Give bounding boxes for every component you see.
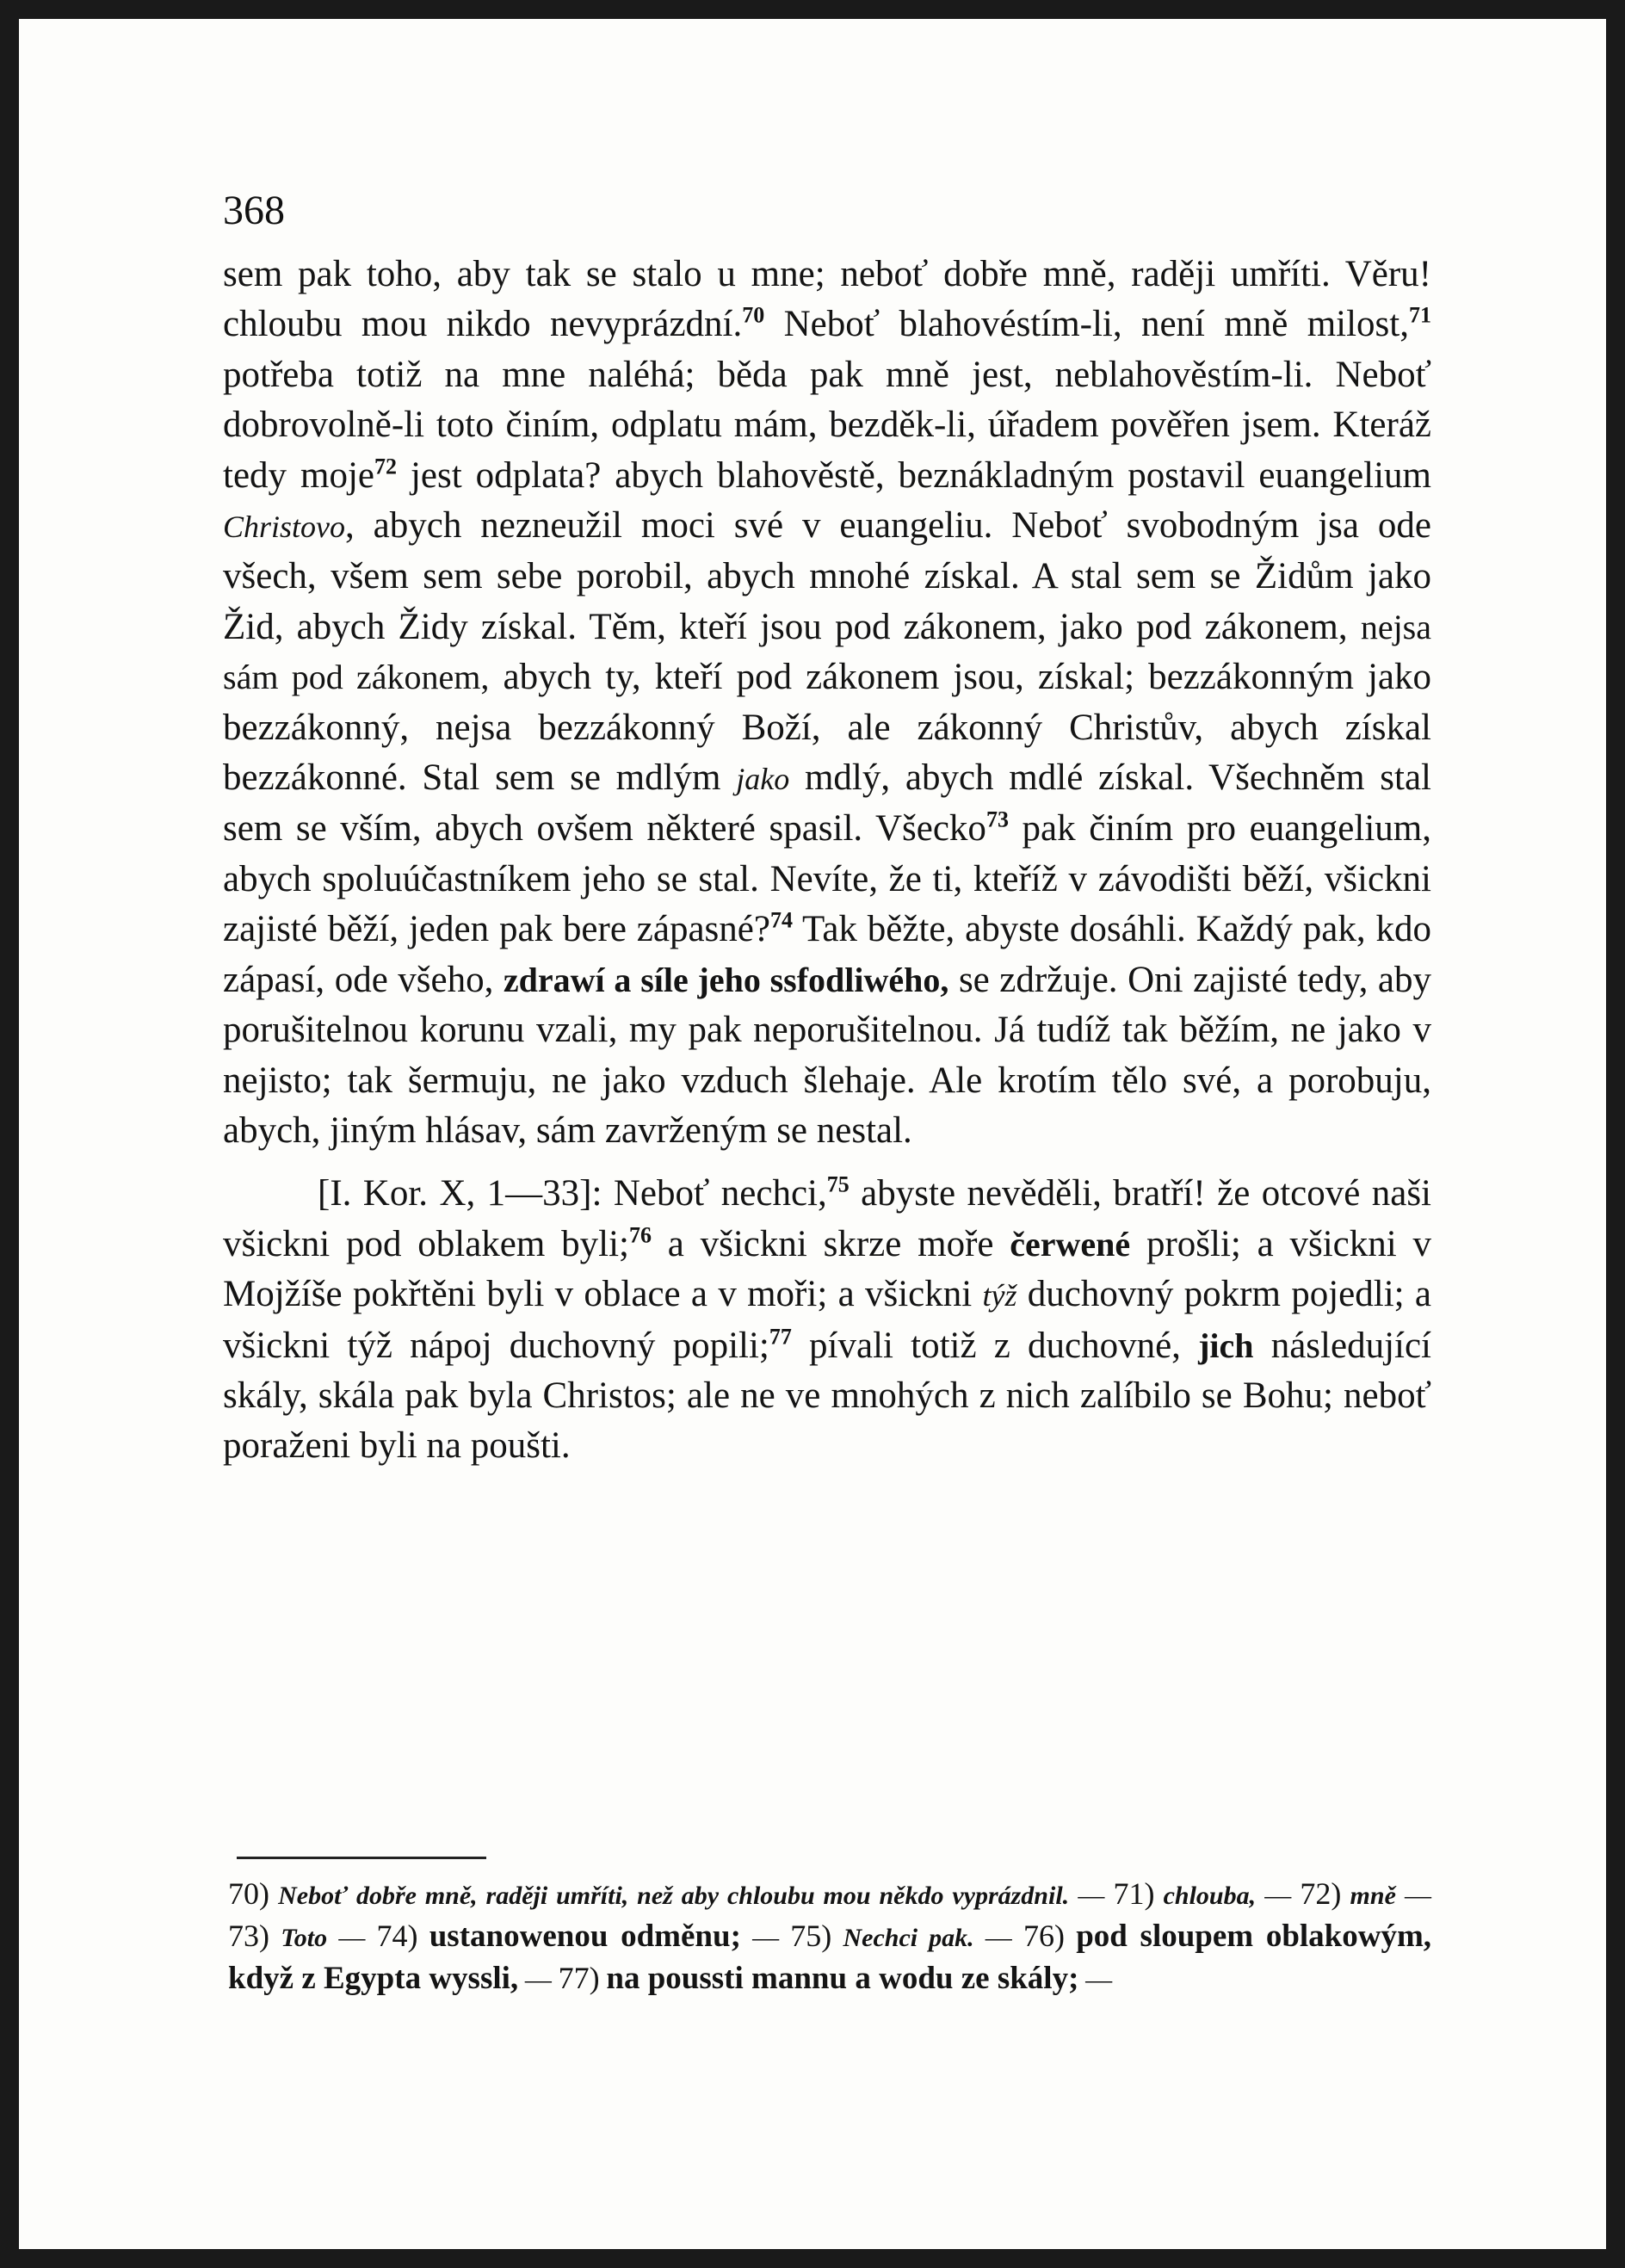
footnote-ref-76[interactable]: 76 (628, 1222, 652, 1248)
footnote-77: na poussti mannu a wodu ze skály; (606, 1961, 1079, 1996)
footnote-ref-75[interactable]: 75 (826, 1171, 850, 1197)
footnote-75-number: 75) (790, 1919, 832, 1953)
footnote-74-number: 74) (376, 1919, 418, 1953)
footnote-72-number: 72) (1300, 1876, 1342, 1911)
blackletter-cerwene: čerwené (1010, 1224, 1131, 1264)
italic-tyz: týž (982, 1278, 1017, 1313)
footnotes: 70) Neboť dobře mně, raději umříti, než aby chloubu mou někdo vyprázdnil. — 71) chlouba, — 72) mně — 73) Toto — 74) ustanowenou odměnu; — 75) Nechci pak. — 76) pod sloupem oblakowým, když z Egypta wyssli, — 77) na poussti mannu a wodu ze skály; — (228, 1876, 1432, 1996)
footnote-ref-72[interactable]: 72 (374, 454, 397, 479)
footnote-ref-70[interactable]: 70 (742, 303, 765, 329)
footnote-73-number: 73) (228, 1919, 269, 1953)
footnote-76-number: 76) (1023, 1919, 1065, 1953)
footnote-72: mně (1350, 1882, 1396, 1910)
footnote-separator (237, 1857, 486, 1859)
footnote-ref-77[interactable]: 77 (769, 1324, 792, 1350)
footnote-71: chlouba, (1163, 1882, 1257, 1910)
footnote-77-number: 77) (558, 1961, 600, 1995)
blackletter-jich: jich (1198, 1326, 1254, 1365)
blackletter-gloss: zdrawí a síle jeho ssfodliwého, (503, 960, 949, 999)
document-page (19, 19, 1606, 2249)
footnote-74: ustanowenou odměnu; (429, 1919, 741, 1954)
footnote-70: Neboť dobře mně, raději umříti, než aby chloubu mou někdo vyprázdnil. (278, 1882, 1070, 1910)
footnote-71-number: 71) (1113, 1876, 1155, 1911)
footnote-70-number: 70) (228, 1876, 269, 1911)
footnote-ref-73[interactable]: 73 (986, 807, 1009, 833)
italic-christovo: Christovo (223, 510, 346, 545)
italic-jako: jako (736, 762, 790, 797)
scripture-reference: [I. Kor. X, 1—33] (318, 1173, 592, 1214)
paragraph-2: [I. Kor. X, 1—33]: Neboť nechci,$^{75}$ abyste nevěděli, bratří! že otcové naši všickni pod oblakem byli;$^{76}$ a všickni skrze moře čerwené prošli; a všickni v Mojžíše pokřtěni byli v oblace a v moři; a všickni týž duchovný pokrm pojedli; a všickni týž nápoj duchovný popili;$^{77}$ pívali totiž z duchovné, jich následující skály, skála pak byla Christos; ale ne ve mnohých z nich zalíbilo se Bohu; neboť poraženi byli na poušti. (223, 1171, 1432, 1467)
footnote-75: Nechci pak. (843, 1924, 974, 1952)
page-number: 368 (223, 188, 285, 233)
small-phrase: nejsa sám pod zákonem, (223, 607, 1431, 697)
main-text (223, 250, 1431, 1472)
footnote-ref-74[interactable]: 74 (769, 907, 793, 933)
paragraph-1: sem pak toho, aby tak se stalo u mne; neboť dobře mně, raději umříti. Věru! chloubu mou nikdo nevyprázdní.$^{70}$ Neboť blahovéstím-li, není mně milost,$^{71}$ potřeba totiž na mne naléhá; běda pak mně jest, neblahověstím-li. Neboť dobrovolně-li toto činím, odplatu mám, bezděk-li, úřadem pověřen jsem. Kteráž tedy moje$^{72}$ jest odplata? abych blahověstě, beznákladným postavil euangelium Christovo, abych nezneužil moci své v euangeliu. Neboť svobodným jsa ode všech, všem sem sebe porobil, abych mnohé získal. A stal sem se Židům jako Žid, abych Židy získal. Těm, kteří jsou pod zákonem, jako pod zákonem, nejsa sám pod zákonem, abych ty, kteří pod zákonem jsou, získal; bezzákonným jako bezzákonný, nejsa bezzákonný Boží, ale zákonný Christův, abych získal bezzákonné. Stal sem se mdlým jako mdlý, abych mdlé získal. Všechněm stal sem se vším, abych ovšem některé spasil. Všecko$^{73}$ pak činím pro euangelium, abych spoluúčastníkem jeho se stal. Nevíte, že ti, kteříž v závodišti běží, všickni zajisté běží, jeden pak bere zápasné?$^{74}$ Tak běžte, abyste dosáhli. Každý pak, kdo zápasí, ode všeho, zdrawí a síle jeho ssfodliwého, se zdržuje. Oni zajisté tedy, aby porušitelnou korunu vzali, my pak neporušitelnou. Já tudíž tak běžím, ne jako v nejisto; tak šermuju, ne jako vzduch šlehaje. Ale krotím tělo své, a porobuju, abych, jiným hlásav, sám zavrženým se nestal. (223, 254, 1432, 1151)
footnote-76: pod sloupem oblakowým, když z Egypta wyssli, (228, 1919, 1432, 1996)
footnote-73: Toto (281, 1924, 328, 1952)
footnote-ref-71[interactable]: 71 (1409, 303, 1431, 329)
